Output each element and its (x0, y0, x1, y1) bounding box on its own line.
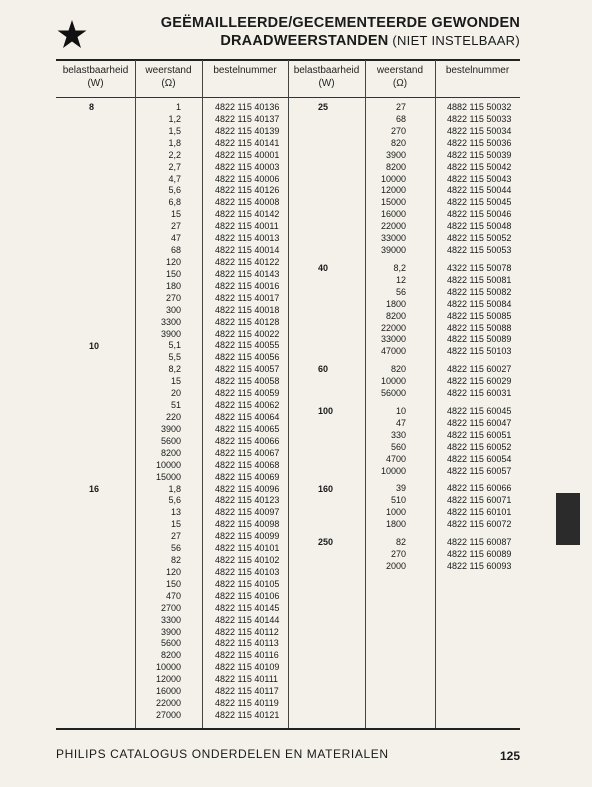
order-number: 4822 115 60051 (447, 429, 512, 440)
resistance-value: 1 (175, 102, 181, 112)
resistance-value: 39000 (380, 245, 406, 256)
resistance-value: 27000 (155, 710, 181, 721)
title-line-2: DRAADWEERSTANDEN (220, 33, 389, 49)
order-number: 4822 115 40006 (215, 173, 280, 184)
page-number: 125 (499, 749, 520, 763)
resistance-value: 2000 (385, 560, 406, 571)
load-rating-value: 10 (89, 340, 100, 351)
resistance-value: 10000 (155, 662, 181, 673)
resistance-value: 1000 (385, 507, 406, 518)
order-number: 4822 115 40112 (215, 626, 279, 637)
order-number: 4822 115 50053 (447, 245, 512, 256)
order-number: 4822 115 40137 (215, 113, 280, 124)
order-number: 4822 115 60087 (447, 537, 512, 548)
resistance-value: 5600 (160, 435, 181, 446)
resistance-value: 2,7 (168, 161, 181, 172)
resistance-value: 10000 (380, 376, 406, 387)
order-number: 4822 115 40001 (215, 149, 280, 160)
header-resistance-right: weerstand (Ω) (376, 65, 424, 89)
load-rating-value: 60 (318, 364, 329, 375)
resistance-value: 1800 (385, 519, 406, 530)
resistance-value: 1,5 (168, 125, 181, 136)
resistance-value: 3900 (160, 328, 181, 339)
order-number: 4822 115 50039 (447, 149, 512, 160)
resistance-value: 27 (170, 531, 181, 542)
load-rating-value: 250 (318, 537, 334, 548)
order-number: 4822 115 40102 (215, 555, 280, 566)
right-order-column (447, 102, 511, 573)
resistance-value: 120 (165, 256, 181, 267)
resistance-value: 56 (395, 286, 406, 297)
resistance-value: 1,8 (168, 137, 181, 148)
order-number: 4822 115 50089 (447, 334, 512, 345)
resistance-value: 3900 (160, 423, 181, 434)
column-divider (202, 60, 203, 728)
order-number: 4822 115 40022 (215, 328, 280, 339)
order-number: 4822 115 40099 (215, 531, 280, 542)
order-number: 4822 115 40105 (215, 578, 280, 589)
resistance-value: 10000 (380, 173, 406, 184)
resistance-value: 10000 (380, 465, 406, 476)
order-number: 4822 115 40097 (215, 507, 280, 518)
order-number: 4822 115 60057 (447, 465, 512, 476)
order-number: 4822 115 50046 (447, 209, 512, 220)
right-resistance-column (365, 102, 406, 573)
header-load-left: belastbaarheid (W) (62, 65, 129, 89)
order-number: 4822 115 40003 (215, 161, 280, 172)
resistance-value: 5,6 (168, 185, 181, 196)
resistance-value: 15000 (380, 197, 406, 208)
order-number: 4822 115 40017 (215, 292, 280, 303)
header-order-right: bestelnummer (445, 65, 510, 76)
resistance-value: 220 (165, 411, 181, 422)
order-number: 4822 115 50085 (447, 310, 512, 321)
order-number: 4822 115 40116 (215, 650, 279, 661)
resistance-value: 33000 (380, 233, 406, 244)
left-order-column (215, 102, 279, 722)
resistance-value: 3900 (160, 626, 181, 637)
order-number: 4822 115 40136 (215, 102, 280, 112)
order-number: 4822 115 40142 (215, 209, 280, 220)
order-number: 4822 115 40068 (215, 459, 280, 470)
resistance-value: 15 (170, 209, 181, 220)
star-logo-icon (56, 19, 88, 51)
order-number: 4822 115 40119 (215, 698, 279, 709)
resistance-value: 8200 (385, 310, 406, 321)
resistance-value: 22000 (155, 698, 181, 709)
order-number: 4822 115 50052 (447, 233, 512, 244)
header-load-right: belastbaarheid (W) (293, 65, 360, 89)
order-number: 4822 115 40013 (215, 233, 280, 244)
load-rating-value: 100 (318, 406, 334, 417)
order-number: 4822 115 50034 (447, 125, 512, 136)
title-line-2-suffix: (NIET INSTELBAAR) (388, 33, 520, 48)
resistance-value: 5,5 (168, 352, 181, 363)
resistance-value: 3300 (160, 614, 181, 625)
order-number: 4822 115 50088 (447, 322, 512, 333)
order-number: 4822 115 60045 (447, 405, 512, 416)
order-number: 4822 115 40126 (215, 185, 280, 196)
resistance-value: 3300 (160, 316, 181, 327)
column-divider (435, 60, 436, 728)
order-number: 4822 115 40062 (215, 400, 280, 411)
resistance-value: 10 (395, 405, 406, 416)
resistance-value: 6,8 (168, 197, 181, 208)
order-number: 4822 115 60093 (447, 560, 512, 571)
order-number: 4822 115 50081 (447, 274, 512, 285)
resistance-value: 8200 (385, 161, 406, 172)
resistance-value: 8200 (160, 650, 181, 661)
order-number: 4822 115 40064 (215, 411, 280, 422)
resistance-value: 5,6 (168, 495, 181, 506)
resistance-value: 5600 (160, 638, 181, 649)
order-number: 4822 115 40055 (215, 340, 280, 351)
order-number: 4822 115 40065 (215, 423, 280, 434)
order-number: 4822 115 50048 (447, 221, 512, 232)
resistance-value: 470 (165, 590, 181, 601)
resistance-value: 16000 (155, 686, 181, 697)
resistance-value: 68 (395, 113, 406, 124)
section-tab-marker (556, 493, 580, 545)
order-number: 4822 115 50036 (447, 137, 512, 148)
load-rating-value: 160 (318, 483, 334, 494)
page-title (161, 15, 520, 50)
order-number: 4822 115 40016 (215, 280, 280, 291)
resistance-value: 1,8 (168, 483, 181, 494)
order-number: 4822 115 60029 (447, 376, 512, 387)
resistance-value: 56 (170, 543, 181, 554)
order-number: 4822 115 50043 (447, 173, 512, 184)
order-number: 4822 115 40122 (215, 256, 280, 267)
resistance-value: 8,2 (393, 262, 406, 273)
header-resistance-left: weerstand (Ω) (145, 65, 192, 89)
order-number: 4822 115 40011 (215, 221, 279, 232)
catalogue-footer: PHILIPS CATALOGUS ONDERDELEN EN MATERIALEN (56, 747, 389, 761)
order-number: 4822 115 40067 (215, 447, 280, 458)
header-order-left: bestelnummer (213, 65, 277, 76)
resistance-value: 510 (390, 495, 406, 506)
resistance-value: 47000 (380, 346, 406, 357)
order-number: 4822 115 60047 (447, 417, 512, 428)
resistance-value: 8200 (160, 447, 181, 458)
table-bottom-rule (56, 728, 520, 730)
order-number: 4822 115 50045 (447, 197, 512, 208)
order-number: 4822 115 60071 (447, 495, 512, 506)
resistance-value: 10000 (155, 459, 181, 470)
order-number: 4822 115 40121 (215, 710, 280, 721)
load-rating-value: 16 (89, 483, 100, 494)
order-number: 4822 115 40066 (215, 435, 280, 446)
resistance-value: 4700 (385, 453, 406, 464)
resistance-value: 33000 (380, 334, 406, 345)
resistance-value: 16000 (380, 209, 406, 220)
left-resistance-column (135, 102, 181, 722)
resistance-value: 22000 (380, 322, 406, 333)
resistance-value: 15 (170, 519, 181, 530)
order-number: 4822 115 40109 (215, 662, 280, 673)
order-number: 4822 115 40143 (215, 268, 280, 279)
order-number: 4822 115 40056 (215, 352, 280, 363)
resistance-value: 82 (395, 537, 406, 548)
resistance-value: 68 (170, 245, 181, 256)
order-number: 4822 115 60054 (447, 453, 512, 464)
order-number: 4822 115 50044 (447, 185, 512, 196)
resistance-value: 3900 (385, 149, 406, 160)
resistance-value: 82 (170, 555, 181, 566)
order-number: 4822 115 40098 (215, 519, 280, 530)
order-number: 4822 115 40059 (215, 388, 280, 399)
order-number: 4822 115 50103 (447, 346, 512, 357)
order-number: 4822 115 40058 (215, 376, 280, 387)
resistance-value: 27 (170, 221, 181, 232)
resistance-value: 15000 (155, 471, 181, 482)
resistance-value: 2,2 (168, 149, 181, 160)
resistance-value: 1,2 (168, 113, 181, 124)
order-number: 4822 115 60031 (447, 388, 512, 399)
resistance-value: 270 (390, 125, 406, 136)
order-number: 4822 115 60101 (447, 507, 512, 518)
resistance-value: 300 (165, 304, 181, 315)
order-number: 4822 115 40008 (215, 197, 280, 208)
resistance-value: 12000 (380, 185, 406, 196)
order-number: 4822 115 40111 (215, 674, 279, 685)
resistance-value: 270 (165, 292, 181, 303)
order-number: 4822 115 40144 (215, 614, 280, 625)
resistance-value: 2700 (160, 602, 181, 613)
resistance-value: 12000 (155, 674, 181, 685)
load-rating-value: 8 (89, 102, 95, 112)
order-number: 4822 115 40014 (215, 245, 280, 256)
resistance-value: 560 (390, 441, 406, 452)
resistance-value: 270 (390, 549, 406, 560)
load-rating-value: 40 (318, 263, 329, 274)
order-number: 4822 115 50084 (447, 298, 512, 309)
order-number: 4822 115 40103 (215, 566, 280, 577)
order-number: 4822 115 60052 (447, 441, 512, 452)
resistance-value: 39 (395, 483, 406, 494)
resistance-value: 56000 (380, 388, 406, 399)
order-number: 4882 115 50032 (447, 102, 512, 112)
order-number: 4822 115 50042 (447, 161, 512, 172)
resistance-value: 150 (165, 268, 181, 279)
order-number: 4822 115 40141 (215, 137, 280, 148)
order-number: 4822 115 40113 (215, 638, 279, 649)
resistance-value: 20 (170, 388, 181, 399)
order-number: 4822 115 40018 (215, 304, 280, 315)
resistance-value: 12 (395, 274, 406, 285)
order-number: 4822 115 40069 (215, 471, 280, 482)
order-number: 4822 115 40101 (215, 543, 280, 554)
order-number: 4822 115 40128 (215, 316, 280, 327)
order-number: 4822 115 40145 (215, 602, 280, 613)
order-number: 4822 115 40123 (215, 495, 280, 506)
order-number: 4822 115 40106 (215, 590, 280, 601)
resistance-value: 820 (390, 364, 406, 375)
order-number: 4822 115 40057 (215, 364, 280, 375)
order-number: 4822 115 40096 (215, 483, 280, 494)
order-number: 4822 115 50082 (447, 286, 512, 297)
order-number: 4822 115 40139 (215, 125, 280, 136)
column-divider (288, 60, 289, 728)
resistance-value: 47 (395, 417, 406, 428)
order-number: 4822 115 40117 (215, 686, 279, 697)
order-number: 4822 115 60027 (447, 364, 512, 375)
resistance-value: 1800 (385, 298, 406, 309)
order-number: 4322 115 50078 (447, 262, 512, 273)
resistance-value: 27 (395, 102, 406, 112)
resistance-value: 51 (170, 400, 181, 411)
resistance-value: 4,7 (168, 173, 181, 184)
order-number: 4822 115 50033 (447, 113, 512, 124)
resistance-value: 5,1 (168, 340, 181, 351)
title-line-1: GEËMAILLEERDE/GECEMENTEERDE GEWONDEN (160, 15, 520, 31)
order-number: 4822 115 60089 (447, 549, 512, 560)
resistance-value: 120 (165, 566, 181, 577)
resistance-value: 330 (390, 429, 406, 440)
order-number: 4822 115 60072 (447, 519, 512, 530)
resistance-value: 150 (165, 578, 181, 589)
load-rating-value: 25 (318, 102, 329, 112)
resistance-value: 15 (170, 376, 181, 387)
resistance-value: 13 (170, 507, 181, 518)
resistance-value: 820 (390, 137, 406, 148)
resistance-value: 180 (165, 280, 181, 291)
order-number: 4822 115 60066 (447, 483, 512, 494)
resistance-value: 8,2 (168, 364, 181, 375)
resistance-value: 47 (170, 233, 181, 244)
resistance-value: 22000 (380, 221, 406, 232)
